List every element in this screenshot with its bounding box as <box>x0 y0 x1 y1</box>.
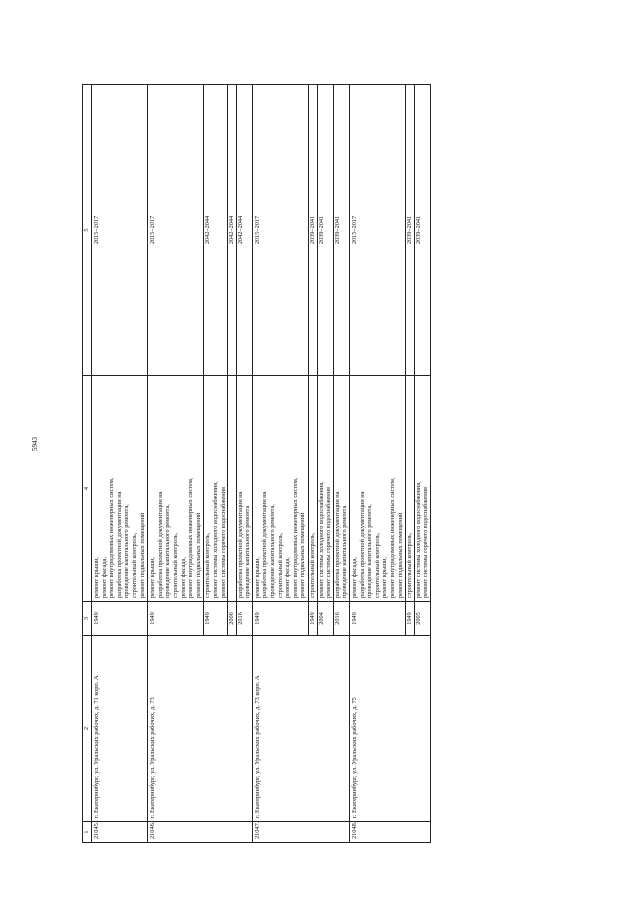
period-text: 2042–2044 <box>236 215 244 245</box>
period-text: 2015–2017 <box>93 215 100 245</box>
sub-period <box>333 85 349 376</box>
sub-works <box>309 376 318 602</box>
period-text: 2015–2017 <box>253 215 261 245</box>
entry-works <box>252 376 308 602</box>
header-col-5: 5 <box>83 85 92 376</box>
header-col-1: 1 <box>83 822 92 843</box>
year-text: 1949 <box>253 612 261 625</box>
period-text: 2039–2041 <box>317 215 325 245</box>
work-item: ремонт подвальных помещений <box>138 512 146 598</box>
entry-works <box>148 376 204 602</box>
sub-period <box>414 85 430 376</box>
entry-year <box>350 602 406 636</box>
sub-year <box>309 602 318 636</box>
year-text: 2004 <box>317 612 325 625</box>
table-body <box>92 85 431 843</box>
work-item: разработка проектной документации на <box>156 491 164 598</box>
entry-year <box>92 602 148 636</box>
work-item: ремонт фасада, <box>351 557 358 598</box>
work-item: ремонт фасада, <box>179 557 187 598</box>
year-text: 2005 <box>414 612 422 625</box>
sub-works <box>317 376 333 602</box>
entry-period <box>148 85 204 376</box>
work-item: ремонт фасада, <box>284 557 292 598</box>
work-item: разработка проектной документации на <box>358 491 366 598</box>
header-row <box>83 85 92 843</box>
sub-works <box>204 376 228 602</box>
entry-period <box>92 85 148 376</box>
year-text: 1949 <box>149 612 157 625</box>
work-item: ремонт системы горячего водоснабжения <box>325 487 333 598</box>
work-item: строительный контроль, <box>309 532 317 598</box>
work-item: разработка проектной документации на <box>236 491 244 598</box>
sub-year <box>236 602 252 636</box>
work-item: строительный контроль, <box>276 532 284 598</box>
header-col-2: 2 <box>83 636 92 822</box>
table-row <box>92 85 148 843</box>
page-number: 5943 <box>31 437 39 451</box>
work-item: ремонт подвальных помещений <box>299 512 307 598</box>
work-item: ремонт системы холодного водоснабжения, <box>317 481 325 598</box>
sub-year <box>333 602 349 636</box>
entry-number-text: 21047. <box>253 821 261 839</box>
entry-number <box>252 822 349 843</box>
period-text: 2015–2017 <box>149 215 157 245</box>
entry-number-text: 21048. <box>351 821 358 839</box>
sub-year <box>204 602 228 636</box>
work-item: проведение капитального ремонта, <box>269 504 277 598</box>
entry-address-text: г. Екатеринбург, ул. Уральских рабочих, д. 71 корп. А <box>93 675 100 818</box>
sub-period <box>228 85 237 376</box>
entry-address <box>148 636 253 822</box>
entry-number <box>148 822 253 843</box>
sub-year <box>228 602 237 636</box>
table-row <box>252 85 308 843</box>
work-item: проведение капитального ремонта <box>341 505 349 598</box>
work-item: ремонт системы холодного водоснабжения, <box>414 481 422 598</box>
sub-period <box>406 85 415 376</box>
sub-works <box>333 376 349 602</box>
period-text: 2042–2044 <box>228 215 236 245</box>
sub-works <box>228 376 237 602</box>
sub-works <box>406 376 415 602</box>
sub-period <box>204 85 228 376</box>
entry-works <box>92 376 148 602</box>
sub-works <box>236 376 252 602</box>
entry-address <box>252 636 349 822</box>
entry-period <box>350 85 406 376</box>
entry-address-text: г. Екатеринбург, ул. Уральских рабочих, д. 73 <box>149 697 157 818</box>
year-text: 1949 <box>406 612 414 625</box>
table-row <box>350 85 406 843</box>
work-item: строительный контроль, <box>204 532 212 598</box>
work-item: ремонт внутридомовых инженерных систем, <box>187 477 195 598</box>
work-item: ремонт внутридомовых инженерных систем, <box>291 477 299 598</box>
work-item: ремонт внутридомовых инженерных систем, <box>108 477 116 598</box>
sub-works <box>414 376 430 602</box>
year-text: 2016 <box>236 612 244 625</box>
work-item: ремонт крыши, <box>381 556 389 598</box>
table-row <box>148 85 204 843</box>
entry-works <box>350 376 406 602</box>
work-item: ремонт системы холодного водоснабжения, <box>211 481 219 598</box>
work-item: строительный контроль, <box>130 532 138 598</box>
repair-schedule-table <box>82 84 431 843</box>
year-text: 1949 <box>93 612 100 625</box>
work-item: строительный контроль, <box>373 532 381 598</box>
work-item: ремонт подвальных помещений <box>194 512 202 598</box>
period-text: 2039–2041 <box>414 215 422 245</box>
work-item: ремонт внутридомовых инженерных систем, <box>388 477 396 598</box>
entry-address <box>350 636 431 822</box>
period-text: 2039–2041 <box>309 215 317 245</box>
work-item: проведение капитального ремонта, <box>123 504 131 598</box>
sub-period <box>317 85 333 376</box>
period-text: 2039–2041 <box>406 215 414 245</box>
year-text: 1949 <box>351 612 358 625</box>
entry-address <box>92 636 148 822</box>
work-item: ремонт крыши, <box>253 556 261 598</box>
year-text: 2016 <box>333 612 341 625</box>
work-item: ремонт подвальных помещений <box>396 512 404 598</box>
entry-number <box>350 822 431 843</box>
header-col-3: 3 <box>83 602 92 636</box>
work-item: разработка проектной документации на <box>115 491 123 598</box>
work-item: проведение капитального ремонта, <box>164 504 172 598</box>
year-text: 1949 <box>309 612 317 625</box>
work-item: строительный контроль, <box>406 532 414 598</box>
header-col-4: 4 <box>83 376 92 602</box>
period-text: 2042–2044 <box>204 215 212 245</box>
work-item: проведение капитального ремонта, <box>366 504 374 598</box>
year-text: 2006 <box>228 612 236 625</box>
entry-year <box>148 602 204 636</box>
sub-period <box>236 85 252 376</box>
work-item: ремонт фасада, <box>100 557 108 598</box>
entry-period <box>252 85 308 376</box>
work-item: ремонт крыши, <box>149 556 157 598</box>
rotated-table-container <box>82 85 603 843</box>
sub-year <box>406 602 415 636</box>
entry-year <box>252 602 308 636</box>
entry-number-text: 21045. <box>93 821 100 839</box>
year-text: 1949 <box>204 612 212 625</box>
work-item: ремонт системы горячего водоснабжения <box>219 487 227 598</box>
period-text: 2039–2041 <box>333 215 341 245</box>
entry-number-text: 21046. <box>149 821 157 839</box>
work-item: ремонт крыши, <box>93 556 100 598</box>
entry-address-text: г. Екатеринбург, ул. Уральских рабочих, д. 73 корп. А <box>253 675 261 818</box>
work-item: проведение капитального ремонта <box>244 505 252 598</box>
entry-address-text: г. Екатеринбург, ул. Уральских рабочих, д. 75 <box>351 697 358 818</box>
sub-year <box>317 602 333 636</box>
entry-number <box>92 822 148 843</box>
sub-year <box>414 602 430 636</box>
work-item: разработка проектной документации на <box>333 491 341 598</box>
period-text: 2015–2017 <box>351 215 358 245</box>
work-item: строительный контроль, <box>171 532 179 598</box>
sub-period <box>309 85 318 376</box>
work-item: ремонт системы горячего водоснабжения <box>422 487 430 598</box>
work-item: разработка проектной документации на <box>261 491 269 598</box>
